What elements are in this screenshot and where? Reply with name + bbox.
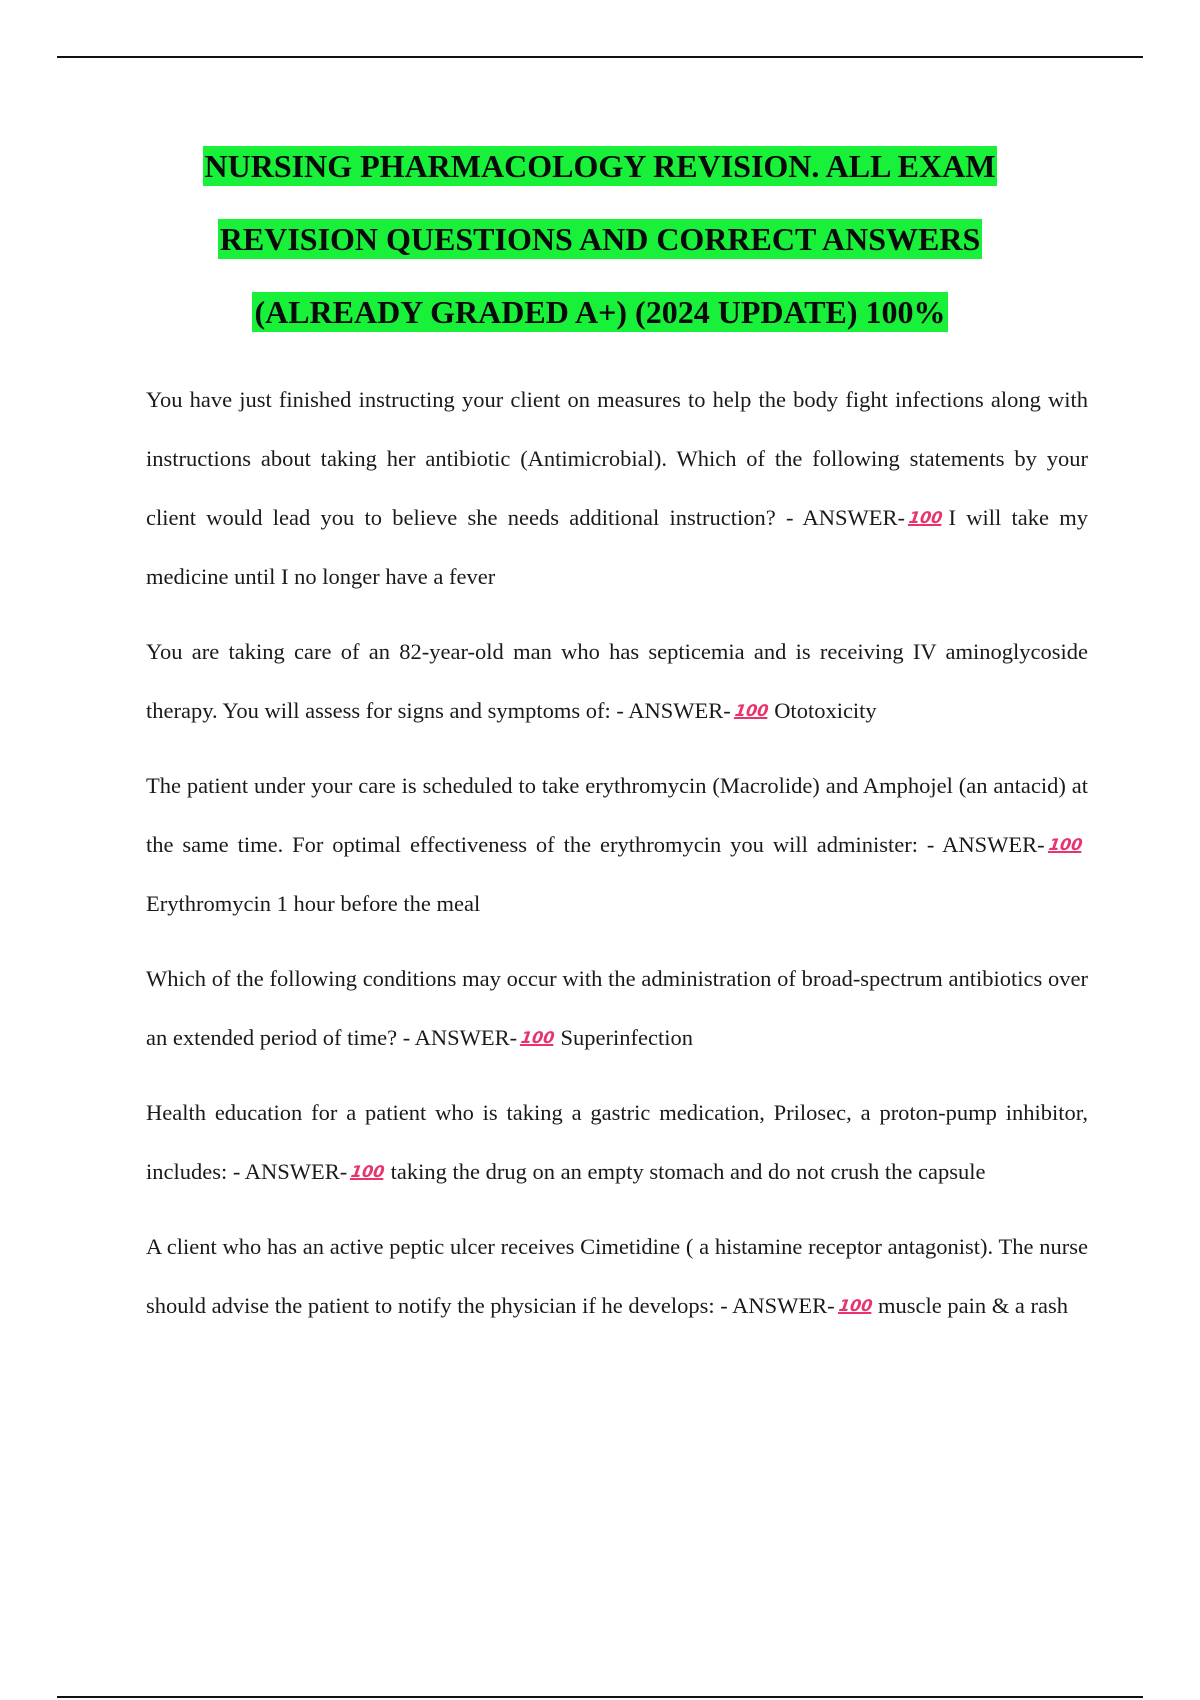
document-title xyxy=(100,138,1100,357)
question-text: A client who has an active peptic ulcer receives Cimetidine ( a histamine receptor antagonist). The nurse should advise the patient to notify the physician if he develops: - ANSWER- xyxy=(146,1234,1088,1318)
qa-item xyxy=(146,949,1088,1067)
hundred-points-icon: 100 xyxy=(837,1296,874,1315)
qa-item xyxy=(146,370,1088,606)
question-text: You are taking care of an 82-year-old man who has septicemia and is receiving IV aminoglycoside therapy. You will assess for signs and symptoms of: - ANSWER- xyxy=(146,639,1088,723)
question-text: The patient under your care is scheduled to take erythromycin (Macrolide) and Amphojel (an antacid) at the same time. For optimal effectiveness of the erythromycin you will administer: - ANSWER- xyxy=(146,773,1088,857)
qa-list xyxy=(146,370,1088,1351)
question-text: Health education for a patient who is taking a gastric medication, Prilosec, a proton-pump inhibitor, includes: - ANSWER- xyxy=(146,1100,1088,1184)
question-text: You have just finished instructing your client on measures to help the body fight infections along with instructions about taking her antibiotic (Antimicrobial). Which of the following statements by your client would lead you to believe she needs additional instruction? - ANSWER- xyxy=(146,387,1088,530)
title-line-3: (ALREADY GRADED A+) (2024 UPDATE) 100% xyxy=(254,294,946,330)
top-divider xyxy=(57,56,1143,58)
question-text: Which of the following conditions may occur with the administration of broad-spectrum antibiotics over an extended period of time? - ANSWER- xyxy=(146,966,1088,1050)
hundred-points-icon: 100 xyxy=(1047,835,1084,854)
answer-text: Superinfection xyxy=(560,1025,694,1050)
bottom-divider xyxy=(57,1696,1143,1698)
title-line-1: NURSING PHARMACOLOGY REVISION. ALL EXAM xyxy=(204,148,996,184)
answer-text: muscle pain & a rash xyxy=(878,1293,1068,1318)
qa-item xyxy=(146,1217,1088,1335)
qa-item xyxy=(146,622,1088,740)
answer-text: Ototoxicity xyxy=(774,698,877,723)
answer-text: taking the drug on an empty stomach and do not crush the capsule xyxy=(390,1159,986,1184)
hundred-points-icon: 100 xyxy=(907,508,944,527)
answer-text: Erythromycin 1 hour before the meal xyxy=(146,891,481,916)
qa-item xyxy=(146,1083,1088,1201)
hundred-points-icon: 100 xyxy=(519,1028,556,1047)
qa-item xyxy=(146,756,1088,933)
hundred-points-icon: 100 xyxy=(349,1162,386,1181)
answer-text: I will take my medicine until I no longer have a fever xyxy=(146,505,1088,589)
title-line-2: REVISION QUESTIONS AND CORRECT ANSWERS xyxy=(219,221,981,257)
hundred-points-icon: 100 xyxy=(733,701,770,720)
